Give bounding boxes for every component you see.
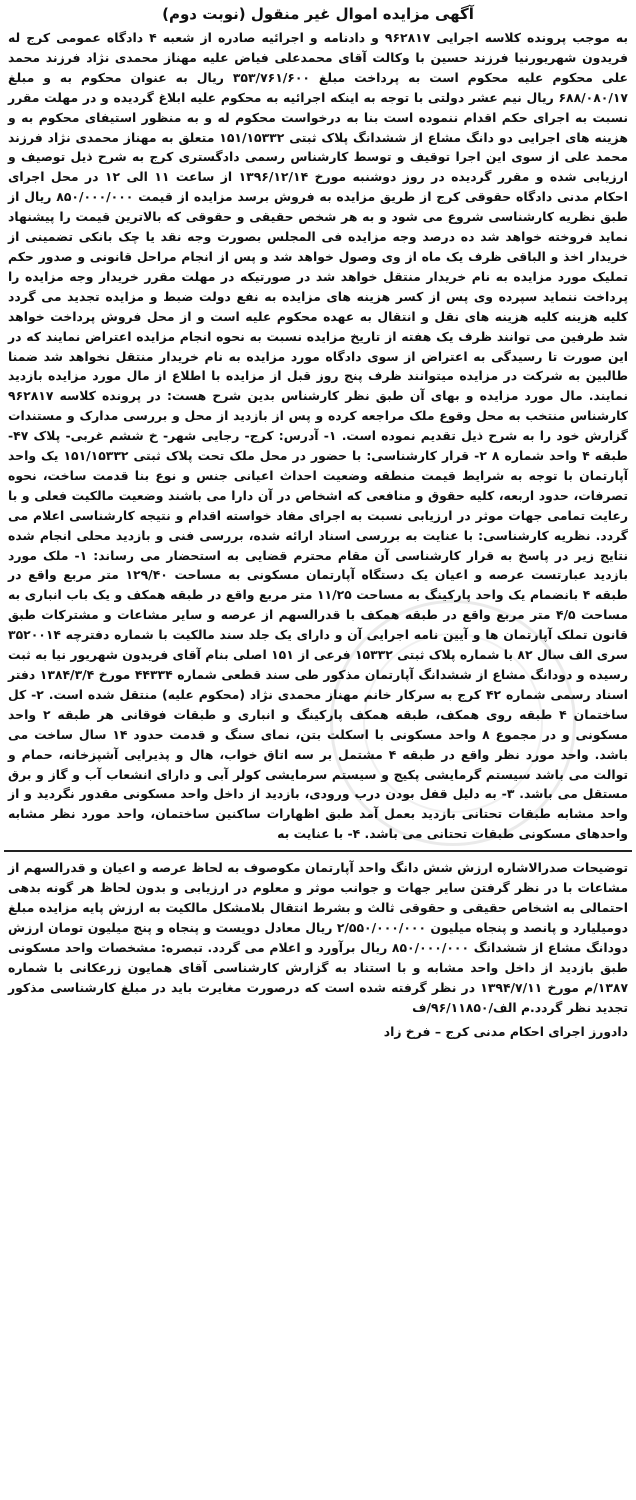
auction-notice — [8, 2, 628, 1043]
notice-title: آگهی مزایده اموال غیر منقول (نوبت دوم) — [162, 5, 474, 23]
section-divider — [4, 850, 632, 852]
notice-signature: دادورز اجرای احکام مدنی کرج – فرخ زاد — [383, 1024, 628, 1040]
notice-explanation: توضیحات صدرالاشاره ارزش شش دانگ واحد آپارتمان مکوصوف به لحاظ عرصه و اعیان و قدرالسهم از مشاعات با در نظر گرفتن سایر جهات و جوانب موثر و معلوم در ارزیابی و بدون لحاظ هر گونه بدهی احتمالی به اشخاص حقیقی و حقوقی ثالث و بشرط انتقال بلامشکل مالکیت به ارزش پایه مزایده مبلغ دومیلیارد و پانصد و پنجاه میلیون ۲/۵۵۰/۰۰۰/۰۰۰ ریال معادل دویست و پنجاه و پنج میلیون تومان ارزش دودانگ مشاع از ششدانگ ۸۵۰/۰۰۰/۰۰۰ ریال برآورد و اعلام می گردد. تبصره: مشخصات واحد مسکونی طبق بازدید از داخل واحد مشابه و با استناد به گزارش کارشناسی آقای همایون زرعکانی با شماره ۱۳۸۷/م مورخ ۱۳۹۴/۷/۱۱ در نظر گرفته شده است که درصورت مغایرت باید در مبلغ کارشناسی مذکور تجدید نظر گردد.م الف/۹۶/۱۱۸۵۰/ف — [8, 860, 629, 1015]
notice-body: به موجب پرونده کلاسه اجرایی ۹۶۲۸۱۷ و دادنامه و اجرائیه صادره از شعبه ۴ دادگاه عمومی کرج له فریدون شهریورنیا فرزند حسین با وکالت آقای محمدعلی فیاض علیه مهناز محمدی نژاد فرزند محمد علی محکوم علیه محکوم است به پرداخت مبلغ ۳۵۳/۷۶۱/۶۰۰ ریال به عنوان محکوم به و مبلغ ۶۸۸/۰۸۰/۱۷ ریال نیم عشر دولتی با توجه به اینکه اجرائیه به محکوم علیه ابلاغ گردیده و در مهلت مقرر نسبت به اجرای حکم اقدام ننموده است بنا به درخواست محکوم له و به منظور استیفای محکوم به و هزینه های اجرایی دو دانگ مشاع از ششدانگ پلاک ثبتی ۱۵۱/۱۵۳۳۲ متعلق به مهناز محمدی نژاد فرزند محمد علی از سوی این اجرا توقیف و توسط کارشناس رسمی دادگستری کرج به شرح ذیل توصیف و ارزیابی شده و مقرر گردیده در روز دوشنبه مورخ ۱۳۹۶/۱۲/۱۴ از ساعت ۱۱ الی ۱۲ در محل اجرای احکام مدنی دادگاه حقوقی کرج از طریق مزایده به فروش برسد مزایده از قیمت ۸۵۰/۰۰۰/۰۰۰ ریال از طبق نظریه کارشناسی شروع می شود و به هر شخص حقیقی و حقوقی که بالاترین قیمت را پیشنهاد نماید فروخته خواهد شد ده درصد وجه مزایده فی المجلس بصورت وجه نقد یا چک بانکی تضمینی از خریدار اخذ و الباقی ظرف یک ماه از وی وصول خواهد شد و پس از انجام مراحل قانونی و صدور حکم تملیک مورد مزایده به نام خریدار منتقل خواهد شد در صورتیکه در مهلت مقرر خریدار وجه مزایده را پرداخت ننماید سپرده وی پس از کسر هزینه های مزایده به نفع دولت ضبط و مزایده تجدید می گردد کلیه هزینه کلیه هزینه های نقل و انتقال به عهده محکوم علیه است و از محل فروش پرداخت خواهد شد طرفین می توانند ظرف یک هفته از تاریخ مزایده نسبت به نحوه انجام مزایده اعتراض نمایند که در این صورت تا رسیدگی به اعتراض از سوی دادگاه مورد مزایده به نام خریدار منتقل نخواهد شد ضمنا طالبین به شرکت در مزایده میتوانند ظرف پنج روز قبل از مزایده با اطلاع از مال مورد مزایده بازدید نمایند. مال مورد مزایده و بهای آن طبق نظر کارشناس بدین شرح هست: در پرونده کلاسه ۹۶۲۸۱۷ کارشناس منتخب به محل وقوع ملک مراجعه کرده و پس از بازدید از محل و بررسی مدارک و مستندات گزارش خود را به شرح ذیل تقدیم نموده است. ۱- آدرس: کرج- رجایی شهر- خ ششم غربی- پلاک ۴۷- طبقه ۴ واحد شماره ۸ ۲- قرار کارشناسی: با حضور در محل ملک تحت پلاک ثبتی ۱۵۱/۱۵۳۳۲ یک واحد آپارتمان با توجه به شرایط قیمت منطقه وضعیت احداث اعیانی جنس و نوع بنا قدمت ساخت، نحوه تصرفات، حدود اربعه، کلیه حقوق و منافعی که اشخاص در آن دارا می باشند وضعیت مالکیت فعلی و با رعایت تمامی جهات موثر در ارزیابی نسبت به اجرای مفاد خواسته اقدام و نتیجه کارشناسی اعلام می گردد. نظریه کارشناسی: با عنایت به بررسی اسناد ارائه شده، بررسی فنی و بازدید محلی انجام شده نتایج زیر در پاسخ به قرار کارشناسی آن مقام محترم قضایی به استحضار می رساند: ۱- ملک مورد بازدید عبارتست عرصه و اعیان یک دستگاه آپارتمان مسکونی به مساحت ۱۲۹/۴۰ متر مربع واقع در طبقه ۴ بانضمام یک واحد پارکینگ به مساحت ۱۱/۲۵ متر مربع واقع در طبقه همکف و یک باب انباری به مساحت ۴/۵ متر مربع واقع در طبقه همکف با قدرالسهم از عرصه و سایر مشاعات و مشترکات طبق قانون تملک آپارتمان ها و آیین نامه اجرایی آن و دارای یک جلد سند مالکیت با شماره دفترچه ۳۵۲۰۰۱۴ سری الف سال ۸۲ با شماره پلاک ثبتی ۱۵۳۳۲ فرعی از ۱۵۱ اصلی بنام آقای فریدون شهریور نیا به ثبت رسیده و دودانگ مشاع از ششدانگ آپارتمان مذکور طی سند قطعی شماره ۴۴۳۳۴ مورخ ۱۳۸۴/۳/۴ دفتر اسناد رسمی شماره ۴۲ کرج به سرکار خانم مهناز محمدی نژاد (محکوم علیه) منتقل شده است. ۲- کل ساختمان ۴ طبقه روی همکف، طبقه همکف پارکینگ و انباری و طبقات فوقانی هر طبقه ۲ واحد مسکونی و در مجموع ۸ واحد مسکونی با اسکلت بتن، نمای سنگ و قدمت حدود ۱۴ سال ساخت می باشد. واحد مورد نظر واقع در طبقه ۴ مشتمل بر سه اتاق خواب، هال و پذیرایی آشپزخانه، حمام و توالت می باشد سیستم گرمایشی پکیج و سیستم سرمایشی کولر آبی و دارای انشعاب آب و گاز و برق مستقل می باشد. ۳- به دلیل قفل بودن درب ورودی، بازدید از داخل واحد مسکونی مقدور نگردید و از واحد مشابه طبقات تحتانی بازدید بعمل آمد طبق اظهارات ساکنین ساختمان، واحد مورد نظر مشابه واحدهای مسکونی طبقات تحتانی می باشد. ۴- با عنایت به — [8, 30, 629, 842]
